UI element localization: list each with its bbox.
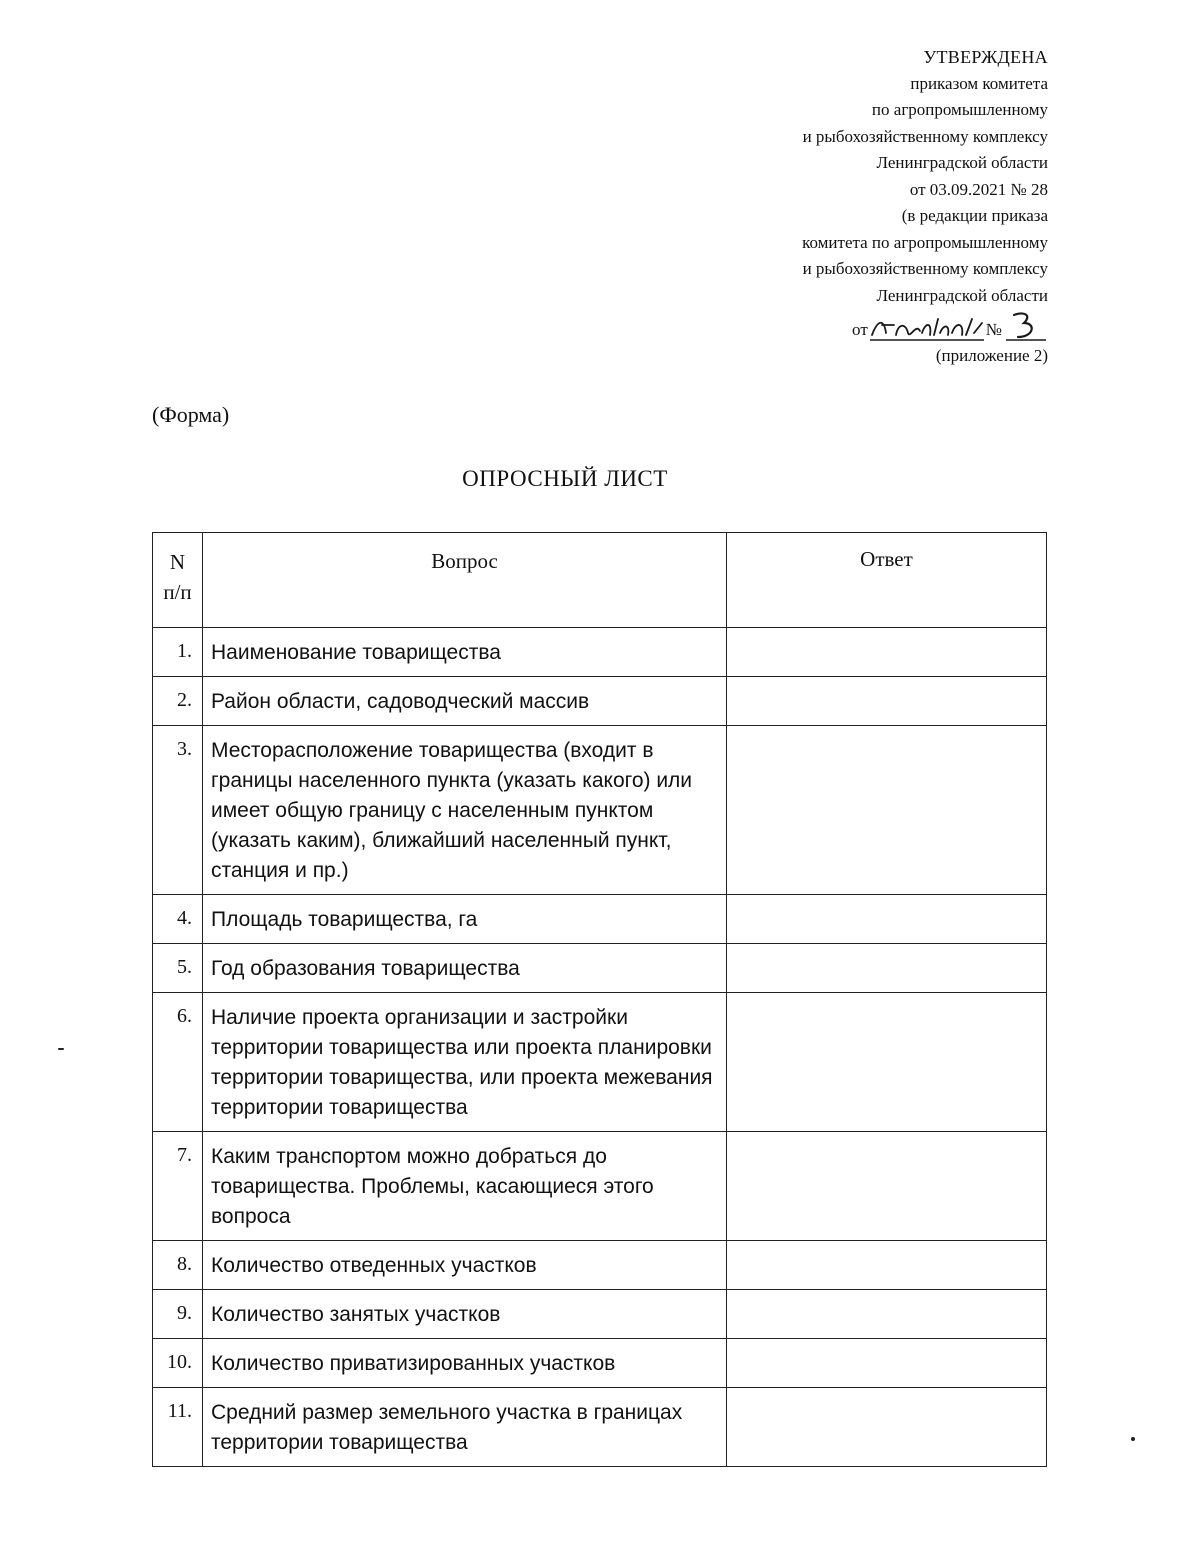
form-label: (Форма) <box>152 402 230 427</box>
survey-table <box>152 532 1047 1467</box>
row-answer-cell[interactable] <box>727 1241 1047 1290</box>
table-row <box>153 1241 1047 1290</box>
row-answer-cell[interactable] <box>727 677 1047 726</box>
scan-speck <box>58 1048 64 1050</box>
row-answer-cell[interactable] <box>727 895 1047 944</box>
header-number <box>153 533 203 628</box>
approval-line: (в редакции приказа <box>901 206 1048 225</box>
row-answer-cell[interactable] <box>727 1388 1047 1467</box>
row-question: Месторасположение товарищества (входит в границы населенного пункта (указать какого) или имеет общую границу с населенным пунктом (указать каким), ближайший населенный пункт, станция и пр.) <box>203 726 727 895</box>
document-title: ОПРОСНЫЙ ЛИСТ <box>462 466 668 491</box>
row-number: 2. <box>153 677 203 726</box>
approval-line: и рыбохозяйственному комплексу <box>802 259 1048 278</box>
row-number: 11. <box>153 1388 203 1467</box>
amendment-date-line <box>852 309 1048 343</box>
header-question: Вопрос <box>203 533 727 628</box>
approval-line: Ленинградской области <box>876 153 1048 172</box>
row-question: Наличие проекта организации и застройки территории товарищества или проекта планировки территории товарищества, или проекта межевания территории товарищества <box>203 993 727 1132</box>
row-number: 9. <box>153 1290 203 1339</box>
row-number: 3. <box>153 726 203 895</box>
header-number-line2: п/п <box>163 580 192 604</box>
header-number-line1: N <box>169 550 186 574</box>
row-question: Район области, садоводческий массив <box>203 677 727 726</box>
appendix-note: (приложение 2) <box>935 346 1048 365</box>
row-answer-cell[interactable] <box>727 726 1047 895</box>
approval-line: комитета по агропромышленному <box>802 232 1048 252</box>
approval-line: Ленинградской области <box>876 285 1048 305</box>
date-prefix: от <box>852 319 868 339</box>
row-question: Средний размер земельного участка в границах территории товарищества <box>203 1388 727 1467</box>
approval-line: от 03.09.2021 № 28 <box>909 179 1048 199</box>
table-header-row <box>153 533 1047 628</box>
row-question: Площадь товарищества, га <box>203 895 727 944</box>
row-answer-cell[interactable] <box>727 944 1047 993</box>
table-row <box>153 1290 1047 1339</box>
row-question: Наименование товарищества <box>203 628 727 677</box>
row-number: 7. <box>153 1132 203 1241</box>
row-answer-cell[interactable] <box>727 1290 1047 1339</box>
approval-line: и рыбохозяйственному комплексу <box>802 126 1048 146</box>
row-question: Количество занятых участков <box>203 1290 727 1339</box>
table-row <box>153 1388 1047 1467</box>
row-number: 10. <box>153 1339 203 1388</box>
approval-line: приказом комитета <box>910 73 1048 93</box>
table-row <box>153 677 1047 726</box>
table-row <box>153 1339 1047 1388</box>
row-question: Количество отведенных участков <box>203 1241 727 1290</box>
handwritten-date <box>868 313 986 343</box>
table-row <box>153 993 1047 1132</box>
approval-block <box>628 44 1048 370</box>
row-answer-cell[interactable] <box>727 628 1047 677</box>
row-answer-cell[interactable] <box>727 1339 1047 1388</box>
table-row <box>153 628 1047 677</box>
scan-speck <box>1131 1437 1135 1441</box>
row-number: 4. <box>153 895 203 944</box>
row-number: 6. <box>153 993 203 1132</box>
row-answer-cell[interactable] <box>727 1132 1047 1241</box>
row-question: Год образования товарищества <box>203 944 727 993</box>
table-row <box>153 944 1047 993</box>
table-row <box>153 895 1047 944</box>
number-label: № <box>985 319 1002 339</box>
handwritten-number <box>1002 309 1048 343</box>
row-question: Каким транспортом можно добраться до товарищества. Проблемы, касающиеся этого вопроса <box>203 1132 727 1241</box>
approval-line: по агропромышленному <box>871 100 1048 119</box>
row-number: 8. <box>153 1241 203 1290</box>
table-row <box>153 726 1047 895</box>
row-answer-cell[interactable] <box>727 993 1047 1132</box>
approval-title: УТВЕРЖДЕНА <box>923 47 1048 67</box>
table-row <box>153 1132 1047 1241</box>
header-answer: Ответ <box>727 533 1047 628</box>
row-question: Количество приватизированных участков <box>203 1339 727 1388</box>
row-number: 5. <box>153 944 203 993</box>
row-number: 1. <box>153 628 203 677</box>
